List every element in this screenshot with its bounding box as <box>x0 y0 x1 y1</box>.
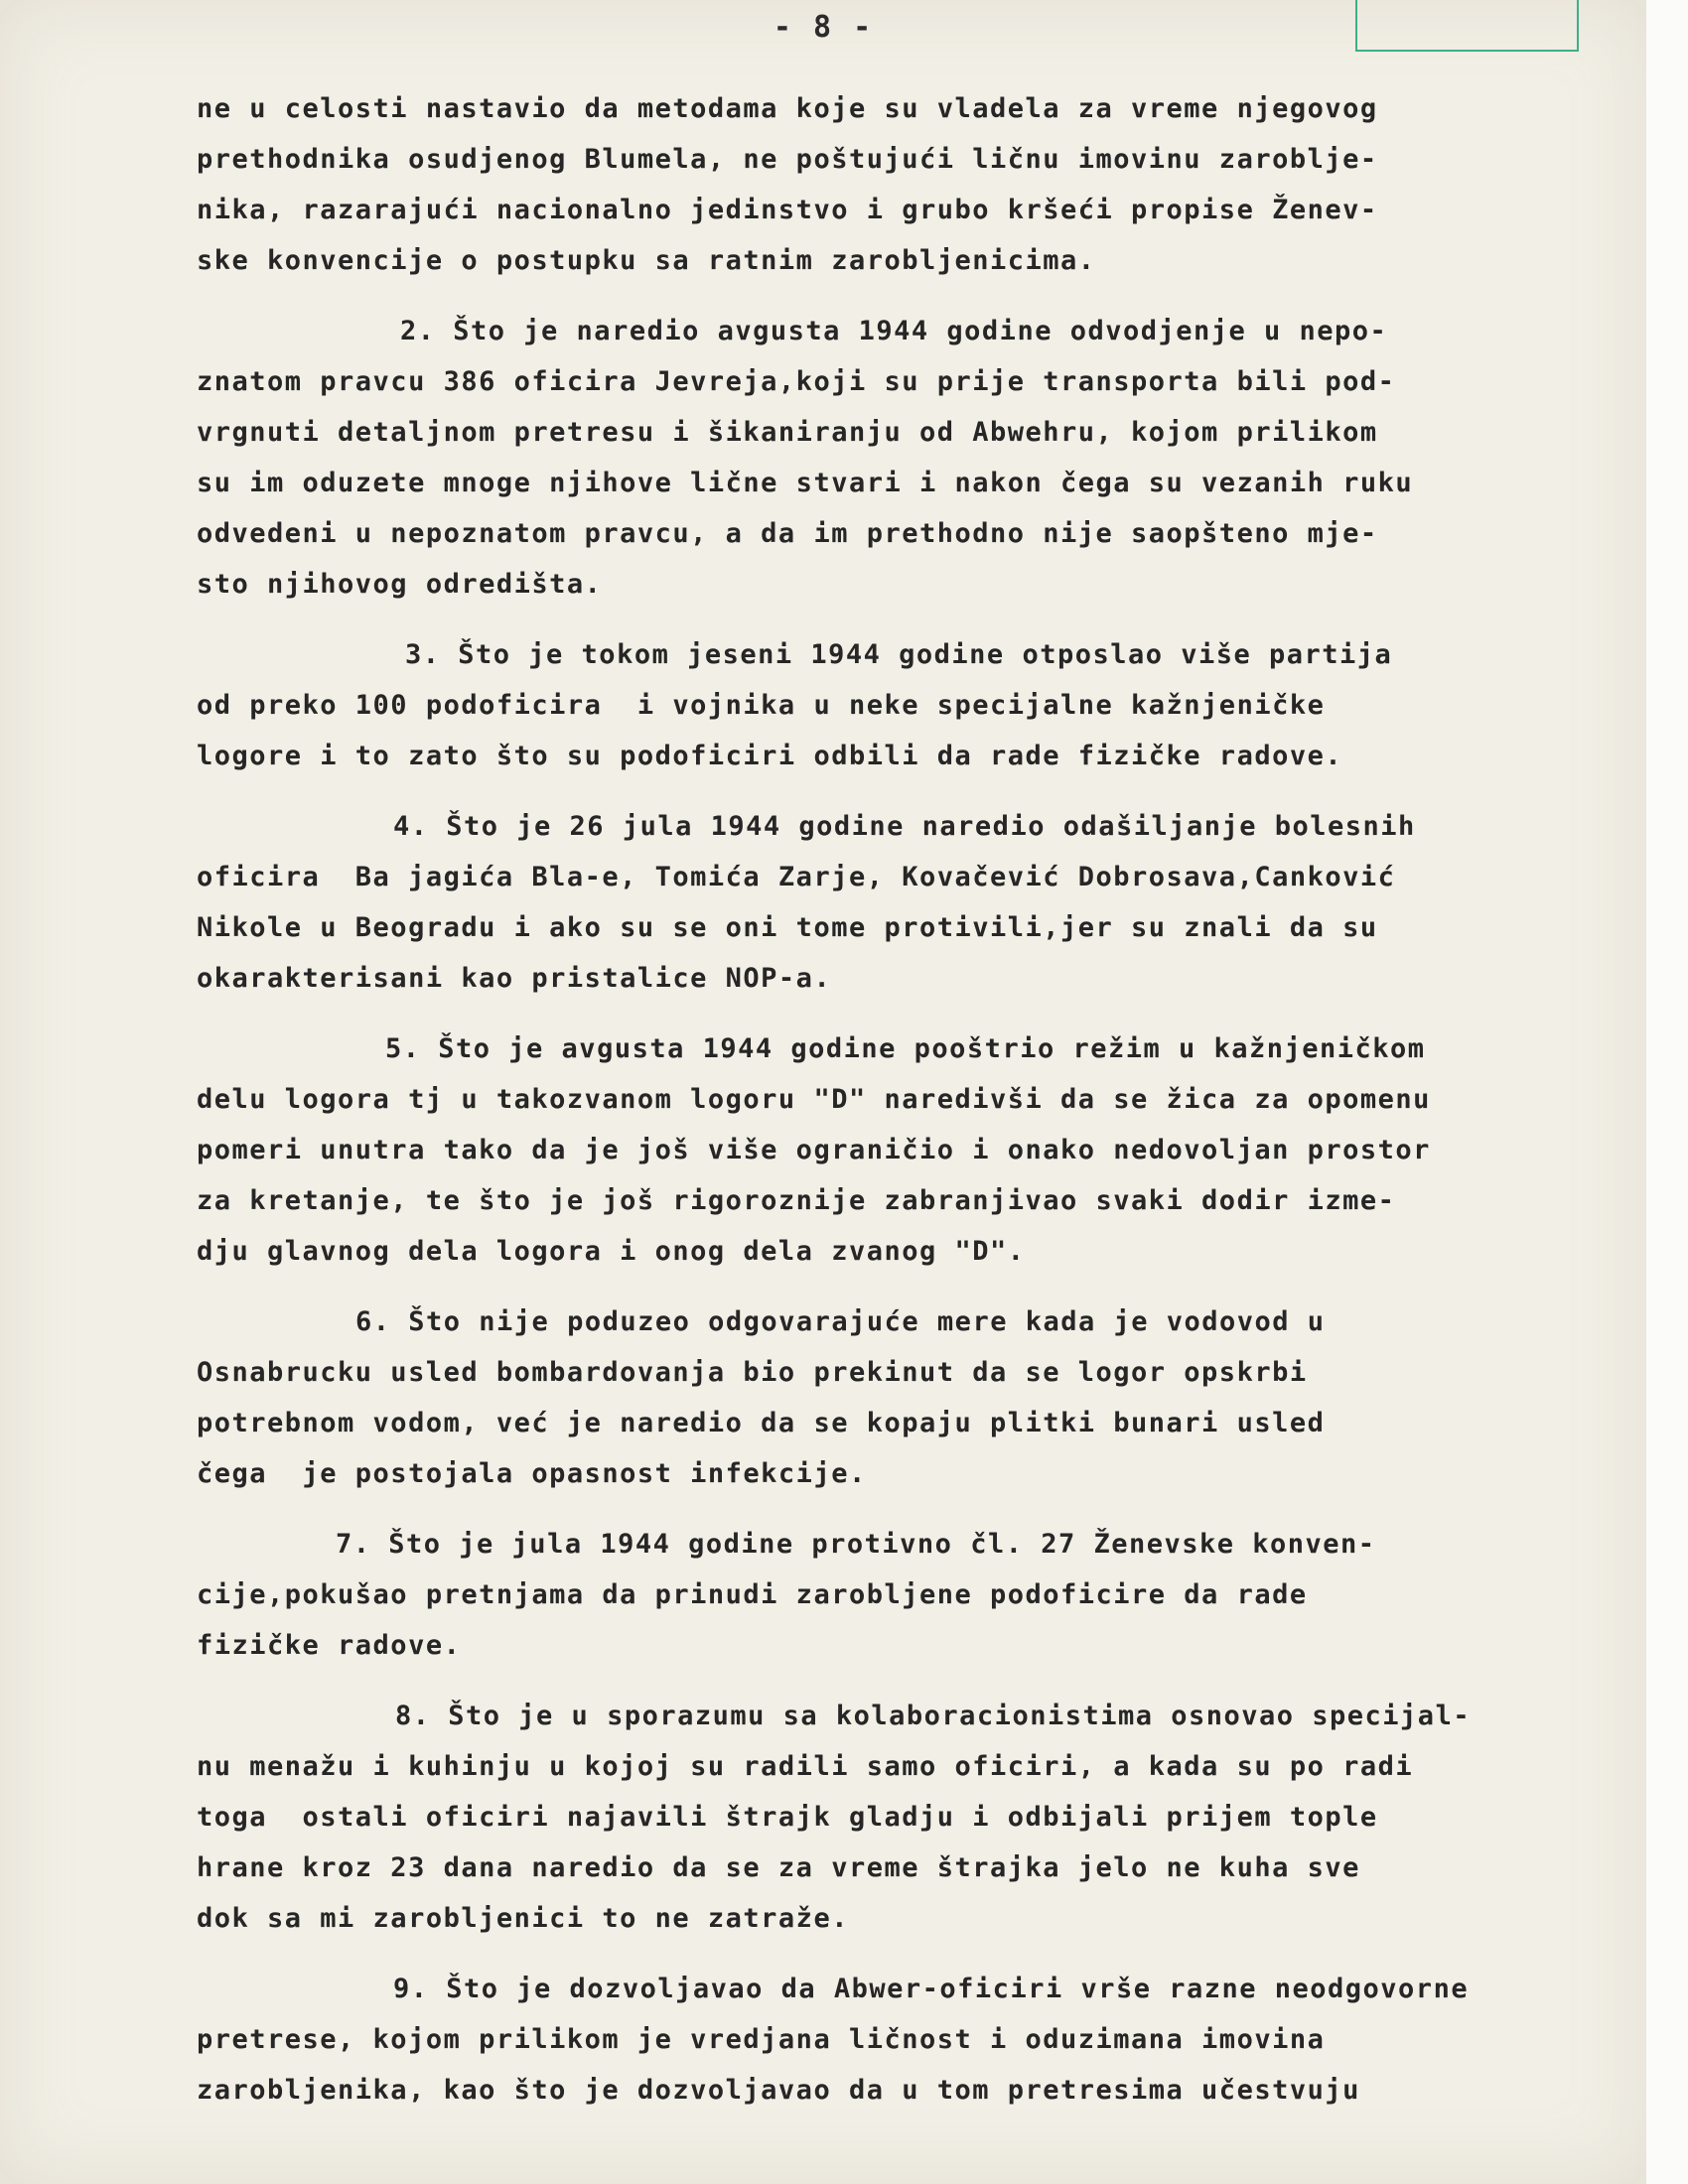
text-line: potrebnom vodom, već je naredio da se kopaju plitki bunari usled <box>197 1408 1326 1438</box>
text-line: toga ostali oficiri najavili štrajk gladju i odbijali prijem tople <box>197 1802 1378 1833</box>
text-line: 3. Što je tokom jeseni 1944 godine otposlao više partija <box>405 639 1393 670</box>
text-line: vrgnuti detaljnom pretresu i šikaniranju od Abwehru, kojom prilikom <box>197 417 1378 448</box>
text-line: fizičke radove. <box>197 1630 462 1661</box>
text-line: nika, razarajući nacionalno jedinstvo i grubo kršeći propise Ženev- <box>197 195 1378 225</box>
text-line: Osnabrucku usled bombardovanja bio prekinut da se logor opskrbi <box>197 1357 1308 1388</box>
text-line: pomeri unutra tako da je još više ograničio i onako nedovoljan prostor <box>197 1135 1431 1165</box>
page-number: - 8 - <box>773 10 874 45</box>
scan-margin <box>1646 0 1688 2184</box>
text-line: dok sa mi zarobljenici to ne zatraže. <box>197 1903 849 1934</box>
paragraph-item-5 <box>197 1024 1607 1277</box>
text-line: su im oduzete mnoge njihove lične stvari i nakon čega su vezanih ruku <box>197 468 1414 498</box>
text-line: prethodnika osudjenog Blumela, ne poštujući ličnu imovinu zarobljе- <box>197 144 1378 175</box>
paragraph-item-3 <box>197 629 1607 781</box>
text-line: odvedeni u nepoznatom pravcu, a da im prethodno nije saopšteno mje- <box>197 518 1378 549</box>
text-line: 6. Što nije poduzeo odgovarajuće mere kada je vodovod u <box>355 1306 1326 1337</box>
text-line: oficira Ba jagića Bla-e, Tomića Zarje, Kovačević Dobrosava,Canković <box>197 862 1396 892</box>
text-line: 9. Što je dozvoljavao da Abwer-oficiri vrše razne neodgovorne <box>393 1974 1470 2004</box>
text-line: cije,pokušao pretnjama da prinudi zarobljene podoficire da rade <box>197 1579 1308 1610</box>
text-line: logore i to zato što su podoficiri odbili da rade fizičke radove. <box>197 741 1343 771</box>
text-line: od preko 100 podoficira i vojnika u neke specijalne kažnjeničke <box>197 690 1326 721</box>
paragraph-item-9 <box>197 1964 1607 2116</box>
paragraph-item-7 <box>197 1519 1607 1671</box>
text-line: za kretanje, te što je još rigoroznije zabranjivao svaki dodir izme- <box>197 1185 1396 1216</box>
text-line: sto njihovog odredišta. <box>197 569 603 600</box>
text-line: pretrese, kojom prilikom je vredjana ličnost i oduzimana imovina <box>197 2024 1326 2055</box>
text-line: ske konvencije o postupku sa ratnim zarobljenicima. <box>197 245 1096 276</box>
paragraph-item-6 <box>197 1297 1607 1499</box>
text-line: 5. Što je avgusta 1944 godine pooštrio režim u kažnjeničkom <box>385 1033 1426 1064</box>
text-line: zarobljenika, kao što je dozvoljavao da u tom pretresima učestvuju <box>197 2075 1360 2106</box>
text-line: hrane kroz 23 dana naredio da se za vreme štrajka jelo ne kuha sve <box>197 1852 1360 1883</box>
text-line: 7. Što je jula 1944 godine protivno čl. 27 Ženevske konven- <box>336 1529 1376 1560</box>
text-line: nu menažu i kuhinju u kojoj su radili samo oficiri, a kada su po radi <box>197 1751 1414 1782</box>
text-line: delu logora tj u takozvanom logoru "D" naredivši da se žica za opomenu <box>197 1084 1431 1115</box>
text-line: Nikole u Beogradu i ako su se oni tome protivili,jer su znali da su <box>197 912 1378 943</box>
text-line: 8. Što je u sporazumu sa kolaboracionistima osnovao specijal- <box>395 1701 1472 1731</box>
paragraph-item-4 <box>197 801 1607 1004</box>
text-line: znatom pravcu 386 oficira Jevreja,koji su prije transporta bili pod- <box>197 366 1396 397</box>
paragraph-item-8 <box>197 1691 1607 1944</box>
paragraph-item-2 <box>197 306 1607 610</box>
text-line: dju glavnog dela logora i onog dela zvanog "D". <box>197 1236 1026 1267</box>
text-line: 4. Što je 26 jula 1944 godine naredio odašiljanje bolesnih <box>393 811 1416 842</box>
text-line: čega je postojala opasnost infekcije. <box>197 1458 867 1489</box>
text-line: ne u celosti nastavio da metodama koje su vladela za vreme njegovog <box>197 93 1378 124</box>
paragraph-continuation <box>197 83 1607 286</box>
text-line: 2. Što je naredio avgusta 1944 godine odvodjenje u nepo- <box>400 316 1388 346</box>
document-body <box>197 83 1607 2116</box>
text-line: okarakterisani kao pristalice NOP-a. <box>197 963 832 994</box>
